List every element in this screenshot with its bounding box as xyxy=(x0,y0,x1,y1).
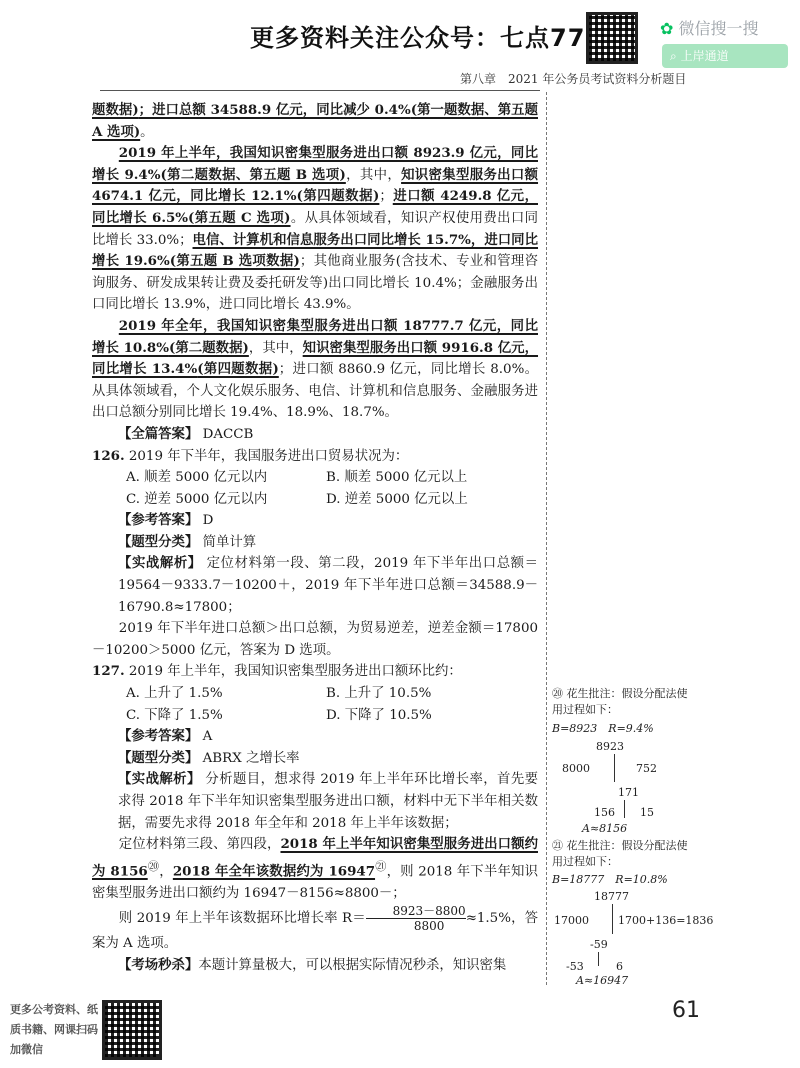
tree-leaf-right: 6 xyxy=(616,960,623,973)
material-paragraph-4 xyxy=(92,316,538,424)
fraction-denominator: 8800 xyxy=(413,919,445,934)
text: ，其中， xyxy=(345,167,402,183)
underlined-text: 2018 年全年该数据约为 16947 xyxy=(172,863,376,880)
analysis-formula xyxy=(92,904,538,955)
question-stem: 2019 年上半年，我国知识密集型服务进出口额环比约： xyxy=(128,664,462,680)
label: 【实战解析】 xyxy=(118,556,202,572)
underlined-text: 2019 年全年，我国知识密集型服务进出口额 18777.7 亿元，同比增长 10.8% xyxy=(92,317,538,356)
qr-code-icon xyxy=(102,1000,162,1060)
underlined-text: 进口额 4249.8 亿元，同比增长 6.5% xyxy=(92,188,538,226)
sidenote-2-given: B=18777 R=10.8% xyxy=(552,873,668,886)
tree-left: 8000 xyxy=(562,762,590,775)
question-126 xyxy=(92,446,538,468)
wechat-search-logo xyxy=(660,16,759,39)
tree-left: 17000 xyxy=(554,914,589,927)
text: ；其他商业服务(含技术、专业和管理咨询服务、研发成果转让费及委托研发等)出口同比增长 10.4%；金融服务出口同比增长 13.9%，进口同比增长 43.9%。 xyxy=(92,254,538,313)
all-answers-line xyxy=(92,424,538,446)
label: 【参考答案】 xyxy=(118,729,199,745)
option-a[interactable]: A. 上升了 1.5% xyxy=(126,686,223,702)
text: ≈1.5%，答案为 A 选项。 xyxy=(92,911,538,952)
material-paragraph-3 xyxy=(92,143,538,316)
analysis xyxy=(92,769,538,834)
underlined-text: 2019 年上半年，我国知识密集型服务进出口额 8923.9 亿元，同比增长 9.4% xyxy=(92,145,538,183)
banner-title: 更多资料关注公众号：七点77 xyxy=(250,24,586,52)
text: ；进口额 8860.9 亿元，同比增长 8.0%。从具体领域看，个人文化娱乐服务、电信、计算机和信息服务、金融服务进出口总额分别同比增长 19.4%、18.9%、18.7%。 xyxy=(92,362,539,421)
option-d[interactable]: D. 下降了 10.5% xyxy=(326,707,432,723)
running-head: 第八章 2021 年公务员考试资料分析题目 xyxy=(460,72,687,86)
text: 定位材料第一段、第二段，2019 年下半年出口总额＝19564－9333.7－10200＋，2019 年下半年进口总额＝34588.9－16790.8≈17800； xyxy=(118,556,538,615)
value: D xyxy=(202,513,214,529)
tree-right: 1700+136=1836 xyxy=(618,914,714,927)
column-divider xyxy=(546,92,547,985)
text: ，其中， xyxy=(248,340,303,356)
text: 定位材料第三段、第四段， xyxy=(118,837,281,853)
option-b[interactable]: B. 顺差 5000 亿元以上 xyxy=(326,470,468,486)
underlined-text: 题数据) xyxy=(92,102,139,118)
text: 。从具体领域看，知识产权使用费出口同比增长 33.0%； xyxy=(92,210,539,248)
label: 【参考答案】 xyxy=(118,513,199,529)
underlined-text: 知识密集型服务出口额 9916.8 亿元，同比增长 13.4% xyxy=(92,339,539,378)
wechat-icon: ✿ xyxy=(660,19,674,38)
tree-branch-line xyxy=(624,800,625,818)
question-stem: 2019 年下半年，我国服务进出口贸易状况为： xyxy=(128,448,409,464)
text: ， xyxy=(159,864,173,880)
label: 【题型分类】 xyxy=(118,750,199,766)
text: ； xyxy=(379,189,393,205)
search-icon: ⌕ xyxy=(670,49,677,63)
option-b[interactable]: B. 上升了 10.5% xyxy=(326,686,432,702)
question-number: 127. xyxy=(92,663,125,680)
qr-code-icon xyxy=(586,12,638,64)
tree-branch-line xyxy=(612,904,613,934)
underlined-text: 知识密集型服务出口额 4674.1 亿元，同比增长 12.1% xyxy=(92,166,539,205)
question-127 xyxy=(92,661,538,683)
source-note: (第五题 B 选项数据) xyxy=(169,253,300,270)
source-note: (第二题数据、第五题 B 选项) xyxy=(160,166,346,183)
underlined-text: ；进口总额 34588.9 亿元，同比减少 0.4% xyxy=(138,102,411,118)
note-mark[interactable]: ㉑ xyxy=(375,859,387,873)
tree-mid: -59 xyxy=(590,938,608,951)
tree-result: A≈8156 xyxy=(582,822,628,835)
fraction xyxy=(366,904,466,933)
options-127 xyxy=(92,683,538,726)
tree-branch-line xyxy=(614,754,615,782)
value: ABRX 之增长率 xyxy=(202,750,300,766)
top-banner xyxy=(0,0,800,63)
reference-answer xyxy=(92,726,538,748)
note-mark[interactable]: ⑳ xyxy=(147,859,160,873)
text: 则 2019 年上半年该数据环比增长率 R＝ xyxy=(118,911,366,927)
page-number: 61 xyxy=(672,998,700,1023)
continuation-paragraph xyxy=(92,100,538,143)
source-note: (第四题数据) xyxy=(197,361,279,378)
question-type xyxy=(92,748,538,770)
tree-leaf-right: 15 xyxy=(640,806,654,819)
all-answers-value: DACCB xyxy=(202,426,254,442)
main-column xyxy=(92,100,538,977)
sidenote-1-tree xyxy=(552,738,692,833)
text: 本题计算量极大，可以根据实际情况秒杀，知识密集 xyxy=(198,958,507,974)
question-number: 126. xyxy=(92,447,125,464)
label: 【题型分类】 xyxy=(118,534,199,550)
text: ，则 2018 年下半年知识密集型服务进出口额约为 16947－8156≈8800－； xyxy=(92,864,539,901)
label: 【考场秒杀】 xyxy=(118,958,199,974)
exam-tips xyxy=(92,955,538,977)
value: A xyxy=(202,729,213,745)
underlined-text: 2018 年上半年知识密集型服务进出口额约为 8156 xyxy=(92,836,538,880)
wechat-brand-text: 微信搜一搜 xyxy=(678,19,759,38)
fraction-numerator: 8923－8800 xyxy=(366,904,466,919)
reference-answer xyxy=(92,510,538,532)
text: 。 xyxy=(140,124,154,140)
all-answers-label: 【全篇答案】 xyxy=(118,426,199,442)
source-note: (第二题数据) xyxy=(168,339,249,356)
sidenote-1-given: B=8923 R=9.4% xyxy=(552,722,654,735)
tree-root: 18777 xyxy=(594,890,629,903)
tree-leaf-left: 156 xyxy=(594,806,615,819)
analysis xyxy=(92,553,538,618)
option-a[interactable]: A. 顺差 5000 亿元以内 xyxy=(126,470,268,486)
option-d[interactable]: D. 逆差 5000 亿元以上 xyxy=(326,491,468,507)
question-type xyxy=(92,532,538,554)
source-note: (第五题 C 选项) xyxy=(188,209,291,226)
tree-result: A≈16947 xyxy=(576,974,629,987)
options-126 xyxy=(92,467,538,510)
tree-right: 752 xyxy=(636,762,657,775)
footer-promo-text: 更多公考资料、纸质书籍、网课扫码加微信 xyxy=(10,1003,98,1056)
sidenote-2-tree xyxy=(552,888,722,988)
tree-root: 8923 xyxy=(596,740,624,753)
tree-branch-line xyxy=(598,952,599,966)
label: 【实战解析】 xyxy=(118,772,201,788)
text: 分析题目，想求得 2019 年上半年环比增长率，首先要求得 2018 年下半年知识密集型服务进出口额，材料中无下半年相关数据，需要先求得 2018 年全年和 2018 年上半年该数据； xyxy=(118,772,539,831)
tree-mid: 171 xyxy=(618,786,639,799)
search-button[interactable] xyxy=(662,44,788,68)
option-c[interactable]: C. 逆差 5000 亿元以内 xyxy=(126,491,268,507)
analysis-continued: 2019 年下半年进口总额＞出口总额，为贸易逆差，逆差金额＝17800－10200＞5000 亿元，答案为 D 选项。 xyxy=(92,621,538,658)
analysis-continued xyxy=(92,834,538,904)
value: 简单计算 xyxy=(202,534,257,550)
option-c[interactable]: C. 下降了 1.5% xyxy=(126,707,223,723)
sidenote-1-title: ⑳ 花生批注：假设分配法使用过程如下： xyxy=(552,687,688,716)
source-note: (第四题数据) xyxy=(296,188,380,205)
tree-leaf-left: -53 xyxy=(566,960,584,973)
sidenote-2-title: ㉑ 花生批注：假设分配法使用过程如下： xyxy=(552,839,688,868)
search-button-label: 上岸通道 xyxy=(680,49,729,63)
underlined-text: 电信、计算机和信息服务出口同比增长 15.7%，进口同比增长 19.6% xyxy=(92,231,539,270)
header-divider xyxy=(100,90,540,91)
source-note: (第一题数据、第五题 A 选项) xyxy=(92,102,538,140)
